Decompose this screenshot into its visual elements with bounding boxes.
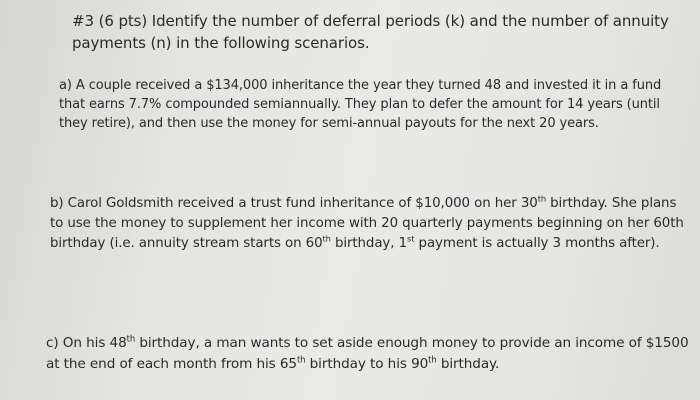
ordinal-suffix: th <box>296 354 306 365</box>
heading-line-1: #3 (6 pts) Identify the number of deferral periods (k) and the number of annuity <box>72 12 669 30</box>
scenario-b-line-2: to use the money to supplement her income with 20 quarterly payments beginning on her 60th <box>50 216 684 231</box>
scenario-c-line-2-text: at the end of each month from his 65 <box>46 356 297 372</box>
heading-line-2: payments (n) in the following scenarios. <box>72 34 370 52</box>
scenario-c-line-1 <box>46 333 689 354</box>
ordinal-suffix: th <box>537 193 546 204</box>
scenario-b-line-1-text-end: birthday. She plans <box>546 196 677 211</box>
scenario-a <box>59 76 661 133</box>
ordinal-suffix: th <box>322 233 331 244</box>
scenario-c-line-1-text-end: birthday, a man wants to set aside enough money to provide an income of $1500 <box>135 335 689 351</box>
scenario-c-line-2-text-end: birthday. <box>436 356 500 372</box>
scenario-c-line-2-text-mid: birthday to his 90 <box>305 356 429 372</box>
scenario-c-line-2 <box>46 354 689 375</box>
scenario-c-line-1-text: c) On his 48 <box>46 335 127 351</box>
scenario-c <box>46 333 689 375</box>
scenario-b-line-3-text-end: payment is actually 3 months after). <box>414 236 660 251</box>
scenario-a-line-2: that earns 7.7% compounded semiannually. They plan to defer the amount for 14 years (until <box>59 97 660 112</box>
scenario-b-line-3-text: birthday (i.e. annuity stream starts on 60 <box>50 236 323 251</box>
scenario-b-line-1 <box>50 194 684 214</box>
scenario-a-line-3: they retire), and then use the money for semi-annual payouts for the next 20 years. <box>59 116 599 131</box>
ordinal-suffix: th <box>126 333 136 344</box>
ordinal-suffix: st <box>407 233 415 244</box>
ordinal-suffix: th <box>428 354 437 365</box>
scenario-a-line-1: a) A couple received a $134,000 inheritance the year they turned 48 and invested it in a fund <box>59 78 662 93</box>
scenario-b <box>50 194 684 254</box>
scenario-b-line-1-text: b) Carol Goldsmith received a trust fund inheritance of $10,000 on her 30 <box>50 196 538 211</box>
scenario-b-line-3 <box>50 234 684 254</box>
scenario-b-line-3-text-mid: birthday, 1 <box>330 236 407 251</box>
question-heading <box>72 10 669 54</box>
